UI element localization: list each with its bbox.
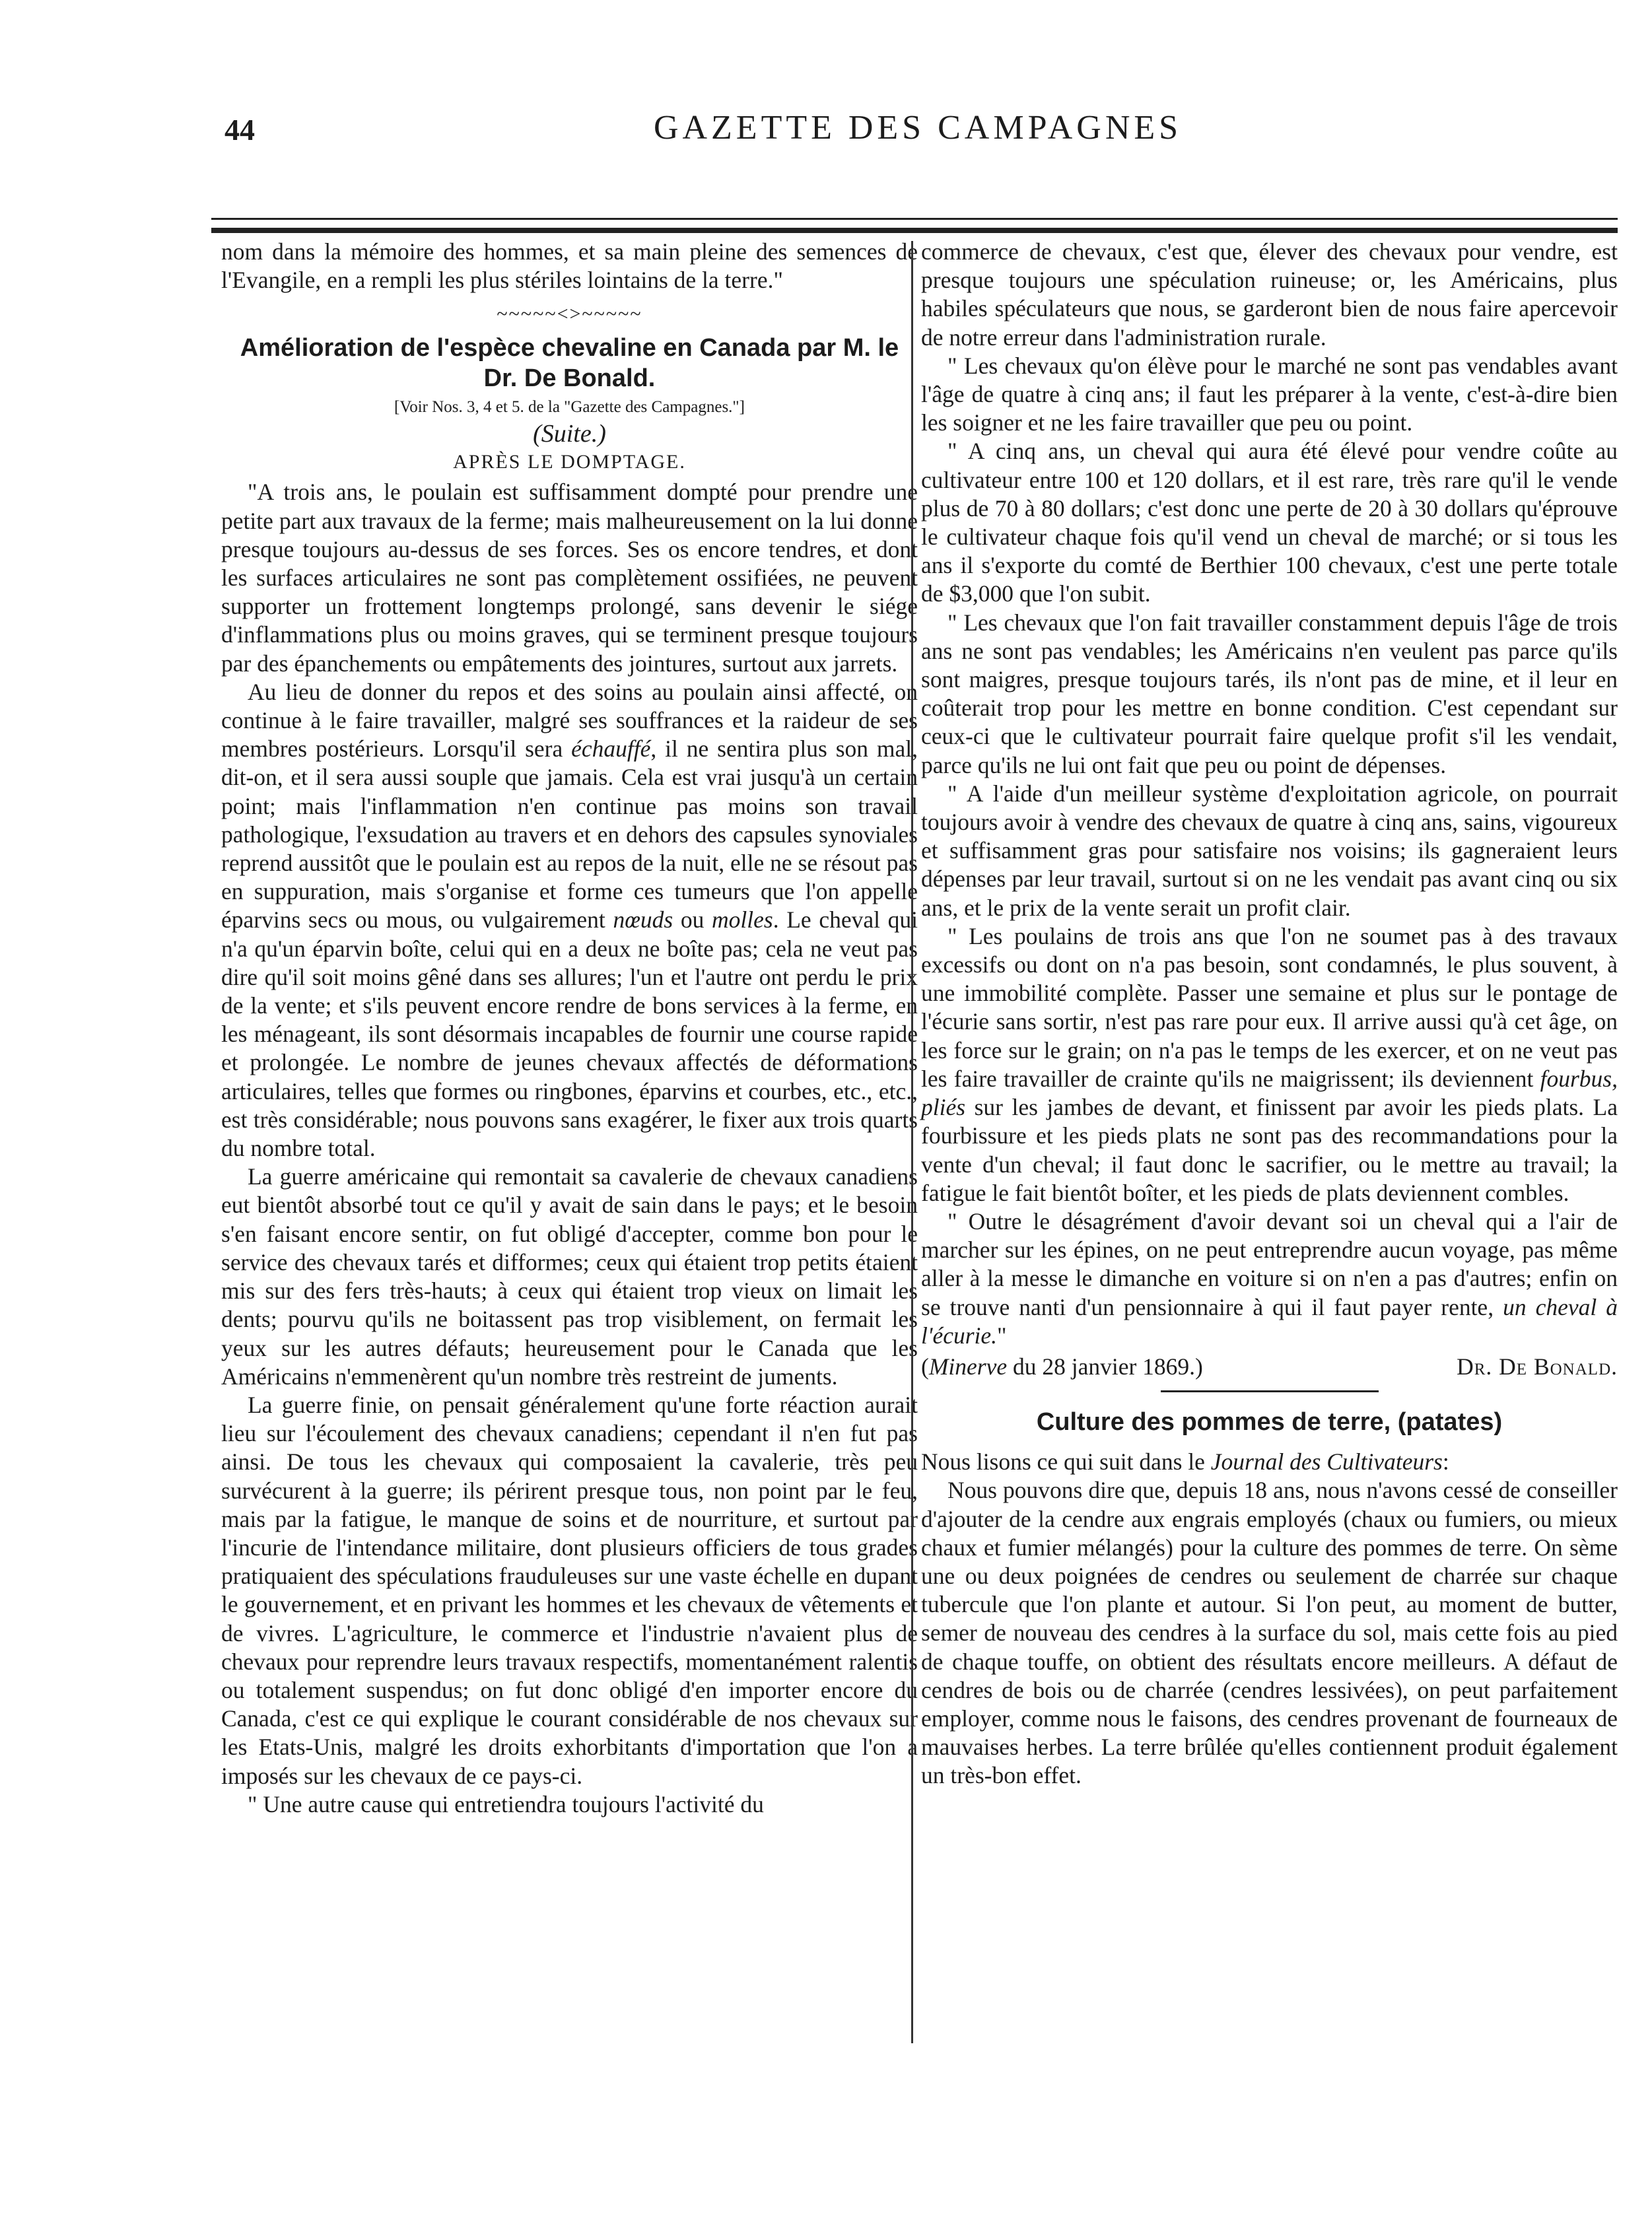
ornament-divider: ~~~~~<>~~~~~: [497, 303, 642, 325]
paragraph: " Outre le désagrément d'avoir devant soi un cheval qui a l'air de marcher sur les épines, on ne peut entreprendre aucun voyage, pas même aller à la messe le dimanche en voiture si on n'en a pas d'autres; enfin on se trouve nanti d'un pensionnaire à qui il faut payer rente, un cheval à l'écurie.": [921, 1207, 1618, 1349]
continuation-paragraph: nom dans la mémoire des hommes, et sa main pleine des semences de l'Evangile, en a rempli les plus stériles lointains de la terre.": [221, 238, 918, 294]
article-reference: [Voir Nos. 3, 4 et 5. de la "Gazette des Campagnes."]: [394, 398, 745, 417]
header-rule-thin: [211, 218, 1618, 220]
header-rule-thick: [211, 228, 1618, 233]
paragraph: " Les chevaux qu'on élève pour le marché ne sont pas vendables avant l'âge de quatre à cinq ans; il faut les préparer à la vente, c'est-à-dire bien les soigner et ne les faire travailler que peu ou point.: [921, 352, 1618, 436]
article-suite: (Suite.): [533, 420, 606, 448]
intro-line: Nous lisons ce qui suit dans le Journal des Cultivateurs:: [921, 1448, 1449, 1475]
paragraph: " Une autre cause qui entretiendra toujours l'activité du: [248, 1790, 764, 1817]
article-title: Amélioration de l'espèce chevaline en Canada par M. le Dr. De Bonald.: [240, 334, 899, 393]
paragraph: La guerre finie, on pensait généralement qu'une forte réaction aurait lieu sur l'écoulement des chevaux canadiens; cependant il n'en fut pas ainsi. De tous les chevaux qui composaient la cavalerie, très peu survécurent à la guerre; ils périrent presque tous, non point par le feu, mais par la fatigue, le manque de soins et de nourriture, et surtout par l'incurie de l'intendance militaire, dont plusieurs officiers de tous grades pratiquaient des spéculations frauduleuses sur une vaste échelle en dupant le gouvernement, et en privant les hommes et les chevaux de vêtements et de vivres. L'agriculture, le commerce et l'industrie n'avaient plus de chevaux pour reprendre leurs travaux respectifs, momentanément ralentis ou totalement suspendus; on fut donc obligé d'en importer encore du Canada, c'est ce qui explique le courant considérable de nos chevaux sur les Etats-Unis, malgré les droits exhorbitants d'importation que l'on a imposés sur les chevaux de ce pays-ci.: [221, 1391, 918, 1789]
article-title: Culture des pommes de terre, (patates): [1036, 1408, 1503, 1437]
signature-line: [921, 1353, 1618, 1381]
source-citation: (Minerve du 28 janvier 1869.): [921, 1353, 1203, 1380]
paragraph: commerce de chevaux, c'est que, élever des chevaux pour vendre, est presque toujours une spéculation ruineuse; or, les Américains, plus habiles spéculateurs que nous, se garderont bien de nous faire apercevoir de notre erreur dans l'administration rurale.: [921, 238, 1618, 351]
author-signature: Dr. De Bonald.: [1457, 1353, 1618, 1380]
paragraph: "A trois ans, le poulain est suffisamment dompté pour prendre une petite part aux travaux de la ferme; mais malheureusement on la lui donne presque toujours au-dessus de ses forces. Ses os encore tendres, et dont les surfaces articulaires ne sont pas complètement ossifiées, ne peuvent supporter un frottement longtemps prolongé, sans devenir le siége d'inflammations plus ou moins graves, qui se terminent presque toujours par des épanchements ou empâtements des jointures, surtout aux jarrets.: [221, 479, 918, 677]
paragraph: " Les poulains de trois ans que l'on ne soumet pas à des travaux excessifs ou dont on n'a pas besoin, sont condamnés, le plus souvent, à une immobilité complète. Passer une semaine et plus sur le pontage de l'écurie sans sortir, n'est pas rare pour eux. Il arrive aussi qu'à cet âge, on les force sur le grain; on n'a pas le temps de les exercer, et on ne veut pas les faire travailler de crainte qu'ils ne maigrissent; ils deviennent fourbus, pliés sur les jambes de devant, et finissent par avoir les pieds plats. La fourbissure et les pieds plats ne sont pas des recommandations pour la vente d'un cheval; il faut donc le sacrifier, ou le mettre au travail; la fatigue le fait bientôt boîter, et les pieds de plats deviennent combles.: [921, 922, 1618, 1206]
masthead-title: GAZETTE DES CAMPAGNES: [653, 109, 1183, 147]
paragraph: La guerre américaine qui remontait sa cavalerie de chevaux canadiens eut bientôt absorbé tout ce qu'il y avait de sain dans le pays; et le besoin s'en faisant encore sentir, on fut obligé d'accepter, comme bon pour le service des chevaux tarés et difformes; ceux qui étaient trop petits étaient mis sur des fers très-hauts; à ceux qui étaient trop vieux on limait les dents; pourvu qu'ils ne boitassent pas trop visiblement, on fermait les yeux sur les autres défauts; heureusement pour le Canada que les Américains n'emmenèrent qu'un nombre très restreint de juments.: [221, 1163, 918, 1390]
left-column: [221, 238, 918, 1819]
column-divider: [911, 241, 913, 2043]
paragraph: Au lieu de donner du repos et des soins au poulain ainsi affecté, on continue à le faire travailler, malgré ses souffrances et la raideur de ses membres postérieurs. Lorsqu'il sera échauffé, il ne sentira plus son mal, dit-on, et il sera aussi souple que jamais. Cela est vrai jusqu'à un certain point; mais l'inflammation n'en continue pas moins son travail pathologique, l'exsudation au travers et en dehors des capsules synoviales reprend aussitôt que le poulain est au repos de la nuit, elle ne se résout pas en suppuration, mais s'organise et forme ces tumeurs que l'on appelle éparvins secs ou mous, ou vulgairement nœuds ou molles. Le cheval qui n'a qu'un éparvin boîte, celui qui en a deux ne boîte pas; cela ne veut pas dire qu'il soit moins gêné dans ses allures; l'un et l'autre ont perdu le prix de la vente; et s'ils peuvent encore rendre de bons services à la ferme, en les ménageant, ils sont désormais incapables de fournir une course rapide et prolongée. Le nombre de jeunes chevaux affectés de déformations articulaires, telles que formes ou ringbones, éparvins et courbes, etc., etc., est très considérable; nous pouvons sans exagérer, le fixer aux trois quarts du nombre total.: [221, 678, 918, 1162]
paragraph: " A l'aide d'un meilleur système d'exploitation agricole, on pourrait toujours avoir à vendre des chevaux de quatre à cinq ans, sains, vigoureux et suffisamment gras pour satisfaire nos voisins; ils gagneraient leurs dépenses par leur travail, surtout si on ne les vendait pas avant cinq ou six ans, et le prix de la vente serait un profit clair.: [921, 780, 1618, 921]
paragraph: Nous pouvons dire que, depuis 18 ans, nous n'avons cessé de conseiller d'ajouter de la cendre aux engrais employés (chaux ou fumiers, ou mieux chaux et fumier mélangés) pour la culture des pommes de terre. On sème une ou deux poignées de cendres ou seulement de charrée sur chaque tubercule que l'on plante et autour. Si l'on peut, au moment de butter, semer de nouveau des cendres à la surface du sol, mais cette fois au pied de chaque touffe, on obtient des résultats encore meilleurs. A défaut de cendres de bois ou de charrée (cendres lessivées), on peut parfaitement employer, comme nous le faisons, des cendres provenant de fourneaux de mauvaises herbes. La terre brûlée qu'elles contiennent produit également un très-bon effet.: [921, 1477, 1618, 1789]
right-column: [921, 238, 1618, 1790]
section-heading: APRÈS LE DOMPTAGE.: [453, 451, 686, 473]
paragraph: " Les chevaux que l'on fait travailler constamment depuis l'âge de trois ans ne sont pas vendables; les Américains n'en veulent pas parce qu'ils sont maigres, presque toujours tarés, ils n'ont pas de mine, et il leur en coûterait trop pour les mettre en bonne condition. C'est cependant sur ceux-ci que le cultivateur pourrait faire quelque profit s'il les vendait, parce qu'ils ne lui ont fait que peu ou point de dépenses.: [921, 609, 1618, 778]
article-divider: [1161, 1390, 1379, 1392]
paragraph: " A cinq ans, un cheval qui aura été élevé pour vendre coûte au cultivateur entre 100 et 120 dollars, et il est rare, très rare qu'il le vende plus de 70 à 80 dollars; c'est donc une perte de 20 à 30 dollars qu'éprouve le cultivateur chaque fois qu'il vend un cheval de marché; or si tous les ans il s'exporte du comté de Berthier 100 chevaux, c'est une perte totale de $3,000 que l'on subit.: [921, 438, 1618, 607]
page-number: 44: [224, 113, 255, 147]
page-header: [224, 99, 1611, 165]
